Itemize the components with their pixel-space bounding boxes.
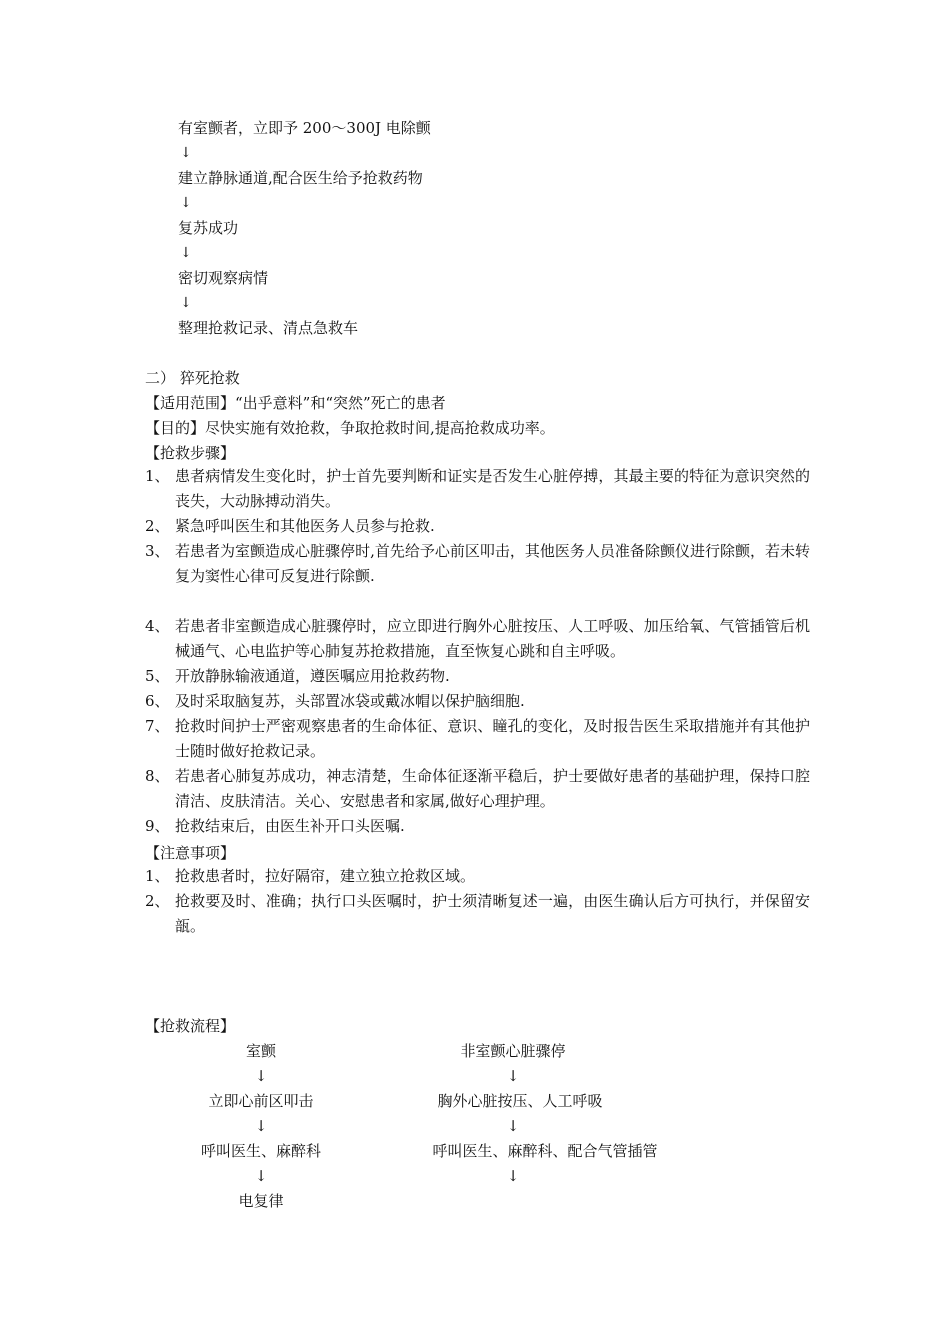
section-heading: 二） 猝死抢救 [145, 369, 240, 387]
down-arrow-icon: ↓ [180, 145, 192, 161]
down-arrow-icon: ↓ [506, 1167, 520, 1185]
down-arrow-icon: ↓ [254, 1067, 268, 1085]
down-arrow-icon: ↓ [180, 245, 192, 261]
step-number: 3、 [145, 542, 170, 560]
step-text: 若患者心肺复苏成功，神志清楚，生命体征逐渐平稳后，护士要做好患者的基础护理，保持口腔清洁、皮肤清洁。关心、安慰患者和家属,做好心理护理。 [175, 767, 810, 810]
down-arrow-icon: ↓ [180, 195, 192, 211]
flow-right-node-3: 呼叫医生、麻醉科、配合气管插管 [432, 1142, 658, 1160]
steps-heading: 【抢救步骤】 [145, 444, 236, 462]
flow-left-node-4: 电复律 [238, 1192, 284, 1210]
note-text: 抢救患者时，拉好隔帘，建立独立抢救区域。 [175, 867, 476, 885]
top-flow-step-5: 整理抢救记录、清点急救车 [178, 319, 359, 337]
note-item [145, 864, 810, 889]
step-text: 紧急呼叫医生和其他医务人员参与抢救. [175, 517, 435, 535]
down-arrow-icon: ↓ [254, 1117, 268, 1135]
note-item [145, 889, 810, 939]
step-number: 1、 [145, 467, 170, 485]
top-flow-step-2: 建立静脉通道,配合医生给予抢救药物 [178, 169, 423, 187]
top-flow-step-1: 有室颤者，立即予 200～300J 电除颤 [178, 119, 431, 137]
scope-text: 【适用范围】“出乎意料”和“突然”死亡的患者 [145, 394, 446, 412]
step-item [145, 614, 810, 664]
step-number: 7、 [145, 717, 170, 735]
step-number: 8、 [145, 767, 170, 785]
step-text: 患者病情发生变化时，护士首先要判断和证实是否发生心脏停搏，其最主要的特征为意识突然的丧失，大动脉搏动消失。 [175, 467, 810, 510]
step-item [145, 814, 810, 839]
flow-left-node-3: 呼叫医生、麻醉科 [200, 1142, 322, 1160]
step-number: 2、 [145, 517, 170, 535]
down-arrow-icon: ↓ [506, 1117, 520, 1135]
down-arrow-icon: ↓ [254, 1167, 268, 1185]
step-number: 9、 [145, 817, 170, 835]
step-text: 及时采取脑复苏，头部置冰袋或戴冰帽以保护脑细胞. [175, 692, 525, 710]
step-item [145, 464, 810, 514]
flow-right-node-2: 胸外心脏按压、人工呼吸 [437, 1092, 603, 1110]
flow-chart-heading: 【抢救流程】 [145, 1017, 236, 1035]
step-text: 开放静脉输液通道，遵医嘱应用抢救药物. [175, 667, 450, 685]
step-text: 抢救时间护士严密观察患者的生命体征、意识、瞳孔的变化，及时报告医生采取措施并有其他护士随时做好抢救记录。 [175, 717, 810, 760]
step-item [145, 714, 810, 764]
step-item [145, 764, 810, 814]
down-arrow-icon: ↓ [180, 295, 192, 311]
flow-left-node-1: 室颤 [245, 1042, 277, 1060]
step-text: 若患者为室颤造成心脏骤停时,首先给予心前区叩击，其他医务人员准备除颤仪进行除颤，若未转复为窦性心律可反复进行除颤. [175, 542, 810, 585]
note-number: 2、 [145, 892, 170, 910]
flow-left-node-2: 立即心前区叩击 [208, 1092, 314, 1110]
purpose-text: 【目的】尽快实施有效抢救，争取抢救时间,提高抢救成功率。 [145, 419, 555, 437]
step-number: 4、 [145, 617, 170, 635]
step-text: 抢救结束后，由医生补开口头医嘱. [175, 817, 405, 835]
step-number: 6、 [145, 692, 170, 710]
step-text: 若患者非室颤造成心脏骤停时，应立即进行胸外心脏按压、人工呼吸、加压给氧、气管插管后机械通气、心电监护等心肺复苏抢救措施，直至恢复心跳和自主呼吸。 [175, 617, 810, 660]
flow-right-node-1: 非室颤心脏骤停 [460, 1042, 566, 1060]
note-text: 抢救要及时、准确；执行口头医嘱时，护士须清晰复述一遍，由医生确认后方可执行，并保留安瓿。 [175, 892, 810, 935]
note-number: 1、 [145, 867, 170, 885]
step-item [145, 664, 810, 689]
step-item [145, 539, 810, 589]
top-flow-step-4: 密切观察病情 [178, 269, 269, 287]
step-number: 5、 [145, 667, 170, 685]
top-flow-step-3: 复苏成功 [178, 219, 239, 237]
notes-heading: 【注意事项】 [145, 844, 236, 862]
down-arrow-icon: ↓ [506, 1067, 520, 1085]
step-item [145, 689, 810, 714]
step-item [145, 514, 810, 539]
